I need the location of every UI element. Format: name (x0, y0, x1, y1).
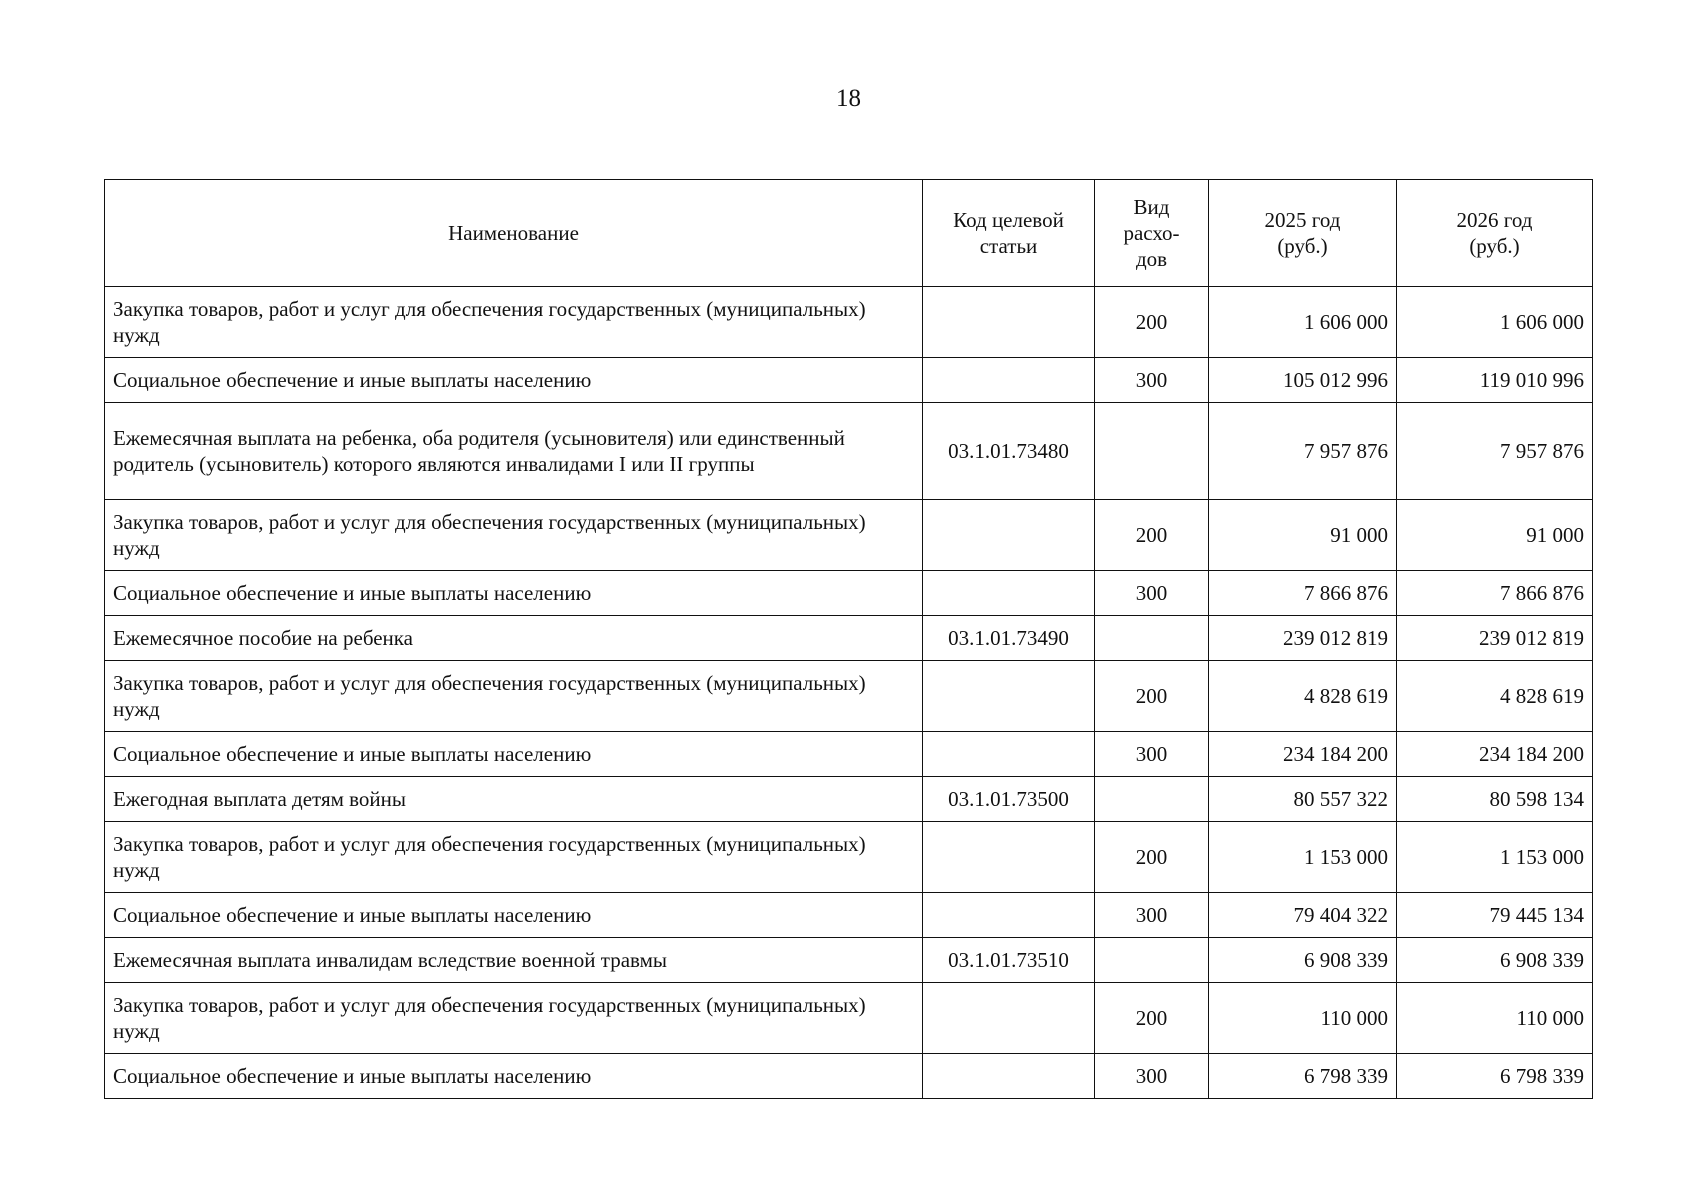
table-row (105, 732, 1593, 777)
cell-name: Закупка товаров, работ и услуг для обеспечения государственных (муниципальных) нужд (105, 500, 923, 571)
cell-code (923, 983, 1095, 1054)
table-row (105, 358, 1593, 403)
cell-2026: 80 598 134 (1397, 777, 1593, 822)
cell-name: Закупка товаров, работ и услуг для обеспечения государственных (муниципальных) нужд (105, 822, 923, 893)
cell-kind: 200 (1095, 500, 1209, 571)
header-2026 (1397, 180, 1593, 287)
table-row (105, 500, 1593, 571)
cell-name: Социальное обеспечение и иные выплаты населению (105, 358, 923, 403)
cell-code: 03.1.01.73490 (923, 616, 1095, 661)
cell-kind (1095, 777, 1209, 822)
header-2026-line2: (руб.) (1469, 234, 1520, 258)
header-2026-line1: 2026 год (1456, 208, 1533, 232)
cell-2025: 6 798 339 (1209, 1054, 1397, 1099)
header-row (105, 180, 1593, 287)
cell-2026: 7 957 876 (1397, 403, 1593, 500)
table-row (105, 893, 1593, 938)
cell-2025: 79 404 322 (1209, 893, 1397, 938)
cell-name: Социальное обеспечение и иные выплаты населению (105, 732, 923, 777)
cell-2026: 110 000 (1397, 983, 1593, 1054)
cell-2026: 6 798 339 (1397, 1054, 1593, 1099)
header-kind (1095, 180, 1209, 287)
cell-2025: 7 957 876 (1209, 403, 1397, 500)
cell-code: 03.1.01.73500 (923, 777, 1095, 822)
cell-name: Социальное обеспечение и иные выплаты населению (105, 571, 923, 616)
cell-code: 03.1.01.73510 (923, 938, 1095, 983)
cell-2025: 239 012 819 (1209, 616, 1397, 661)
cell-2025: 105 012 996 (1209, 358, 1397, 403)
cell-name: Ежегодная выплата детям войны (105, 777, 923, 822)
cell-code (923, 1054, 1095, 1099)
cell-2025: 1 153 000 (1209, 822, 1397, 893)
cell-name: Ежемесячное пособие на ребенка (105, 616, 923, 661)
cell-2025: 234 184 200 (1209, 732, 1397, 777)
header-2025-line2: (руб.) (1277, 234, 1328, 258)
header-kind-line3: дов (1135, 247, 1168, 271)
cell-2025: 1 606 000 (1209, 287, 1397, 358)
table-row (105, 777, 1593, 822)
cell-kind: 300 (1095, 571, 1209, 616)
table-row (105, 571, 1593, 616)
cell-kind: 300 (1095, 893, 1209, 938)
cell-2026: 1 153 000 (1397, 822, 1593, 893)
table-row (105, 983, 1593, 1054)
cell-code (923, 358, 1095, 403)
cell-name: Социальное обеспечение и иные выплаты населению (105, 1054, 923, 1099)
cell-name: Социальное обеспечение и иные выплаты населению (105, 893, 923, 938)
header-code-line2: статьи (979, 234, 1038, 258)
header-code (923, 180, 1095, 287)
cell-code (923, 661, 1095, 732)
cell-kind: 300 (1095, 732, 1209, 777)
table-row (105, 661, 1593, 732)
table-row (105, 403, 1593, 500)
cell-code (923, 500, 1095, 571)
header-kind-line1: Вид (1133, 195, 1170, 219)
cell-code (923, 732, 1095, 777)
header-2025-line1: 2025 год (1264, 208, 1341, 232)
cell-2026: 4 828 619 (1397, 661, 1593, 732)
cell-name: Ежемесячная выплата на ребенка, оба родителя (усыновителя) или единственный родитель (усыновитель) которого являются инвалидами I или II группы (105, 403, 923, 500)
cell-2025: 80 557 322 (1209, 777, 1397, 822)
cell-name: Закупка товаров, работ и услуг для обеспечения государственных (муниципальных) нужд (105, 287, 923, 358)
page-number: 18 (836, 85, 861, 112)
table-row (105, 616, 1593, 661)
cell-2026: 79 445 134 (1397, 893, 1593, 938)
cell-code: 03.1.01.73480 (923, 403, 1095, 500)
cell-code (923, 893, 1095, 938)
cell-kind (1095, 938, 1209, 983)
table-row (105, 822, 1593, 893)
table-row (105, 1054, 1593, 1099)
header-2025 (1209, 180, 1397, 287)
table-row (105, 938, 1593, 983)
budget-table (104, 179, 1593, 1099)
table-header (105, 180, 1593, 287)
cell-code (923, 822, 1095, 893)
cell-name: Ежемесячная выплата инвалидам вследствие военной травмы (105, 938, 923, 983)
cell-2026: 234 184 200 (1397, 732, 1593, 777)
cell-kind: 200 (1095, 983, 1209, 1054)
cell-2026: 7 866 876 (1397, 571, 1593, 616)
cell-name: Закупка товаров, работ и услуг для обеспечения государственных (муниципальных) нужд (105, 983, 923, 1054)
cell-kind (1095, 616, 1209, 661)
cell-kind (1095, 403, 1209, 500)
table-body (105, 287, 1593, 1099)
cell-2025: 4 828 619 (1209, 661, 1397, 732)
cell-kind: 200 (1095, 822, 1209, 893)
header-kind-line2: расхо- (1123, 221, 1180, 245)
cell-2025: 7 866 876 (1209, 571, 1397, 616)
cell-kind: 300 (1095, 358, 1209, 403)
cell-2026: 91 000 (1397, 500, 1593, 571)
cell-2026: 6 908 339 (1397, 938, 1593, 983)
cell-2026: 1 606 000 (1397, 287, 1593, 358)
header-code-line1: Код целевой (953, 208, 1064, 232)
cell-code (923, 287, 1095, 358)
cell-kind: 200 (1095, 287, 1209, 358)
cell-2025: 6 908 339 (1209, 938, 1397, 983)
cell-2026: 119 010 996 (1397, 358, 1593, 403)
cell-code (923, 571, 1095, 616)
table-row (105, 287, 1593, 358)
cell-2026: 239 012 819 (1397, 616, 1593, 661)
cell-2025: 91 000 (1209, 500, 1397, 571)
cell-2025: 110 000 (1209, 983, 1397, 1054)
cell-name: Закупка товаров, работ и услуг для обеспечения государственных (муниципальных) нужд (105, 661, 923, 732)
cell-kind: 300 (1095, 1054, 1209, 1099)
header-name: Наименование (105, 180, 923, 287)
cell-kind: 200 (1095, 661, 1209, 732)
